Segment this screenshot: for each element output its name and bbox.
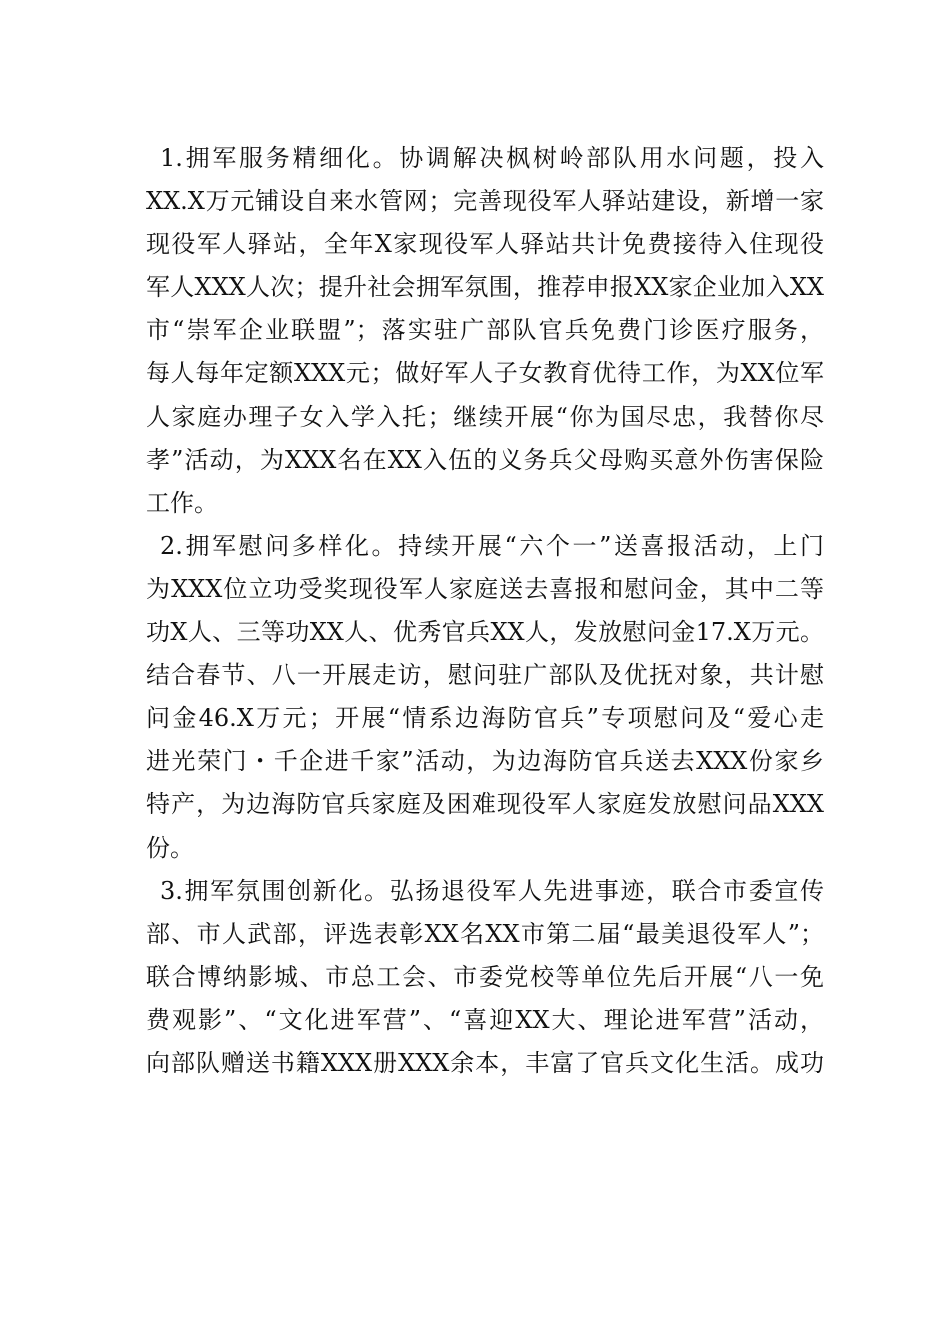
text-line: 现役军人驿站，全年X家现役军人驿站共计免费接待入住现役 xyxy=(146,230,824,259)
text-line: 为XXX位立功受奖现役军人家庭送去喜报和慰问金，其中二等 xyxy=(146,574,824,603)
document-page xyxy=(146,137,824,1085)
paragraph-1 xyxy=(146,137,824,525)
text-line: 每人每年定额XXX元；做好军人子女教育优待工作，为XX位军 xyxy=(146,359,824,388)
text-line: 军人XXX人次；提升社会拥军氛围，推荐申报XX家企业加入XX xyxy=(146,273,824,302)
text-line: 特产，为边海防官兵家庭及困难现役军人家庭发放慰问品XXX xyxy=(146,790,824,819)
text-line: 市“崇军企业联盟”；落实驻广部队官兵免费门诊医疗服务， xyxy=(146,316,824,345)
text-line: 问金46.X万元；开展“情系边海防官兵”专项慰问及“爱心走 xyxy=(146,704,824,733)
text-line: 结合春节、八一开展走访，慰问驻广部队及优抚对象，共计慰 xyxy=(146,661,824,690)
paragraph-2 xyxy=(146,525,824,870)
text-line: 费观影”、“文化进军营”、“喜迎XX大、理论进军营”活动， xyxy=(146,1005,824,1034)
paragraph-3 xyxy=(146,870,824,1085)
text-line: 份。 xyxy=(146,833,194,862)
text-line: 功X人、三等功XX人、优秀官兵XX人，发放慰问金17.X万元。 xyxy=(146,618,824,647)
text-line: 人家庭办理子女入学入托；继续开展“你为国尽忠，我替你尽 xyxy=(146,402,824,431)
text-line: 工作。 xyxy=(146,488,218,517)
text-line: 部、市人武部，评选表彰XX名XX市第二届“最美退役军人”； xyxy=(146,919,824,948)
text-line: 孝”活动，为XXX名在XX入伍的义务兵父母购买意外伤害保险 xyxy=(146,445,824,474)
text-line: 进光荣门・千企进千家”活动，为边海防官兵送去XXX份家乡 xyxy=(146,747,824,776)
text-line: 1.拥军服务精细化。协调解决枫树岭部队用水问题，投入 xyxy=(160,144,824,172)
text-line: 2.拥军慰问多样化。持续开展“六个一”送喜报活动，上门 xyxy=(160,531,824,560)
text-line: 向部队赠送书籍XXX册XXX余本，丰富了官兵文化生活。成功 xyxy=(146,1048,824,1077)
text-line: 联合博纳影城、市总工会、市委党校等单位先后开展“八一免 xyxy=(146,962,824,991)
text-line: 3.拥军氛围创新化。弘扬退役军人先进事迹，联合市委宣传 xyxy=(160,876,824,905)
text-line: XX.X万元铺设自来水管网；完善现役军人驿站建设，新增一家 xyxy=(146,187,824,216)
